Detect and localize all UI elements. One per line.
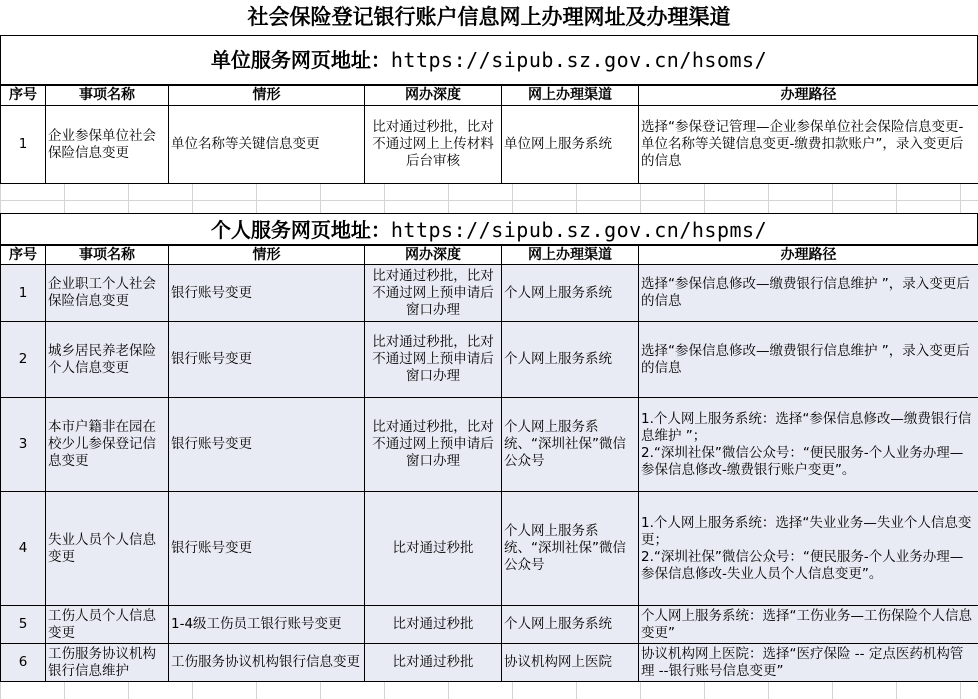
row-no: 5 xyxy=(1,606,46,644)
row-item-name: 企业参保单位社会保险信息变更 xyxy=(46,106,169,184)
row-depth: 比对通过秒批，比对不通过网上上传材料后台审核 xyxy=(365,106,502,184)
header-no: 序号 xyxy=(1,86,46,106)
row-no: 4 xyxy=(1,492,46,606)
row-item-name: 企业职工个人社会保险信息变更 xyxy=(46,265,169,322)
header-channel: 网上办理渠道 xyxy=(502,246,639,265)
row-situation: 银行账号变更 xyxy=(169,398,365,492)
table-row xyxy=(1,606,978,644)
table-row xyxy=(1,106,978,184)
table-row xyxy=(1,322,978,398)
table-row xyxy=(1,644,978,682)
unit-table-header-row xyxy=(1,86,978,106)
row-situation: 银行账号变更 xyxy=(169,492,365,606)
row-channel: 个人网上服务系统 xyxy=(502,606,639,644)
row-no: 2 xyxy=(1,322,46,398)
row-situation: 单位名称等关键信息变更 xyxy=(169,106,365,184)
header-no: 序号 xyxy=(1,246,46,265)
row-depth: 比对通过秒批，比对不通过网上预申请后窗口办理 xyxy=(365,265,502,322)
table-row xyxy=(1,492,978,606)
personal-service-url[interactable]: https://sipub.sz.gov.cn/hspms/ xyxy=(390,218,768,242)
row-situation: 工伤服务协议机构银行信息变更 xyxy=(169,644,365,682)
row-depth: 比对通过秒批，比对不通过网上预申请后窗口办理 xyxy=(365,322,502,398)
row-no: 6 xyxy=(1,644,46,682)
row-situation: 银行账号变更 xyxy=(169,322,365,398)
row-item-name: 工伤人员个人信息变更 xyxy=(46,606,169,644)
row-item-name: 工伤服务协议机构银行信息维护 xyxy=(46,644,169,682)
row-channel: 单位网上服务系统 xyxy=(502,106,639,184)
table-row xyxy=(1,265,978,322)
header-situation: 情形 xyxy=(169,246,365,265)
row-path: 协议机构网上医院：选择“医疗保险 -- 定点医药机构管理 --银行账号信息变更” xyxy=(639,644,978,682)
header-situation: 情形 xyxy=(169,86,365,106)
personal-table-header-row xyxy=(1,246,978,265)
row-depth: 比对通过秒批 xyxy=(365,606,502,644)
row-channel: 个人网上服务系统、“深圳社保”微信公众号 xyxy=(502,398,639,492)
header-depth: 网办深度 xyxy=(365,246,502,265)
row-depth: 比对通过秒批，比对不通过网上预申请后窗口办理 xyxy=(365,398,502,492)
header-path: 办理路径 xyxy=(639,246,978,265)
row-path: 个人网上服务系统：选择“工伤业务—工伤保险个人信息变更” xyxy=(639,606,978,644)
row-no: 1 xyxy=(1,265,46,322)
personal-table xyxy=(0,245,978,682)
header-channel: 网上办理渠道 xyxy=(502,86,639,106)
unit-section-label: 单位服务网页地址： xyxy=(210,48,391,72)
row-path: 1.个人网上服务系统：选择“参保信息修改—缴费银行信息维护 ”； 2.“深圳社保”微信公众号：“便民服务-个人业务办理—参保信息修改-缴费银行账户变更”。 xyxy=(639,398,978,492)
row-item-name: 本市户籍非在园在校少儿参保登记信息变更 xyxy=(46,398,169,492)
unit-service-url[interactable]: https://sipub.sz.gov.cn/hsoms/ xyxy=(390,48,768,72)
row-path: 选择“参保登记管理—企业参保单位社会保险信息变更-单位名称等关键信息变更-缴费扣款账户”，录入变更后的信息 xyxy=(639,106,978,184)
row-item-name: 失业人员个人信息变更 xyxy=(46,492,169,606)
table-row xyxy=(1,398,978,492)
header-item-name: 事项名称 xyxy=(46,246,169,265)
row-depth: 比对通过秒批 xyxy=(365,644,502,682)
row-item-name: 城乡居民养老保险个人信息变更 xyxy=(46,322,169,398)
page-title: 社会保险登记银行账户信息网上办理网址及办理渠道 xyxy=(0,0,978,35)
row-channel: 个人网上服务系统、“深圳社保”微信公众号 xyxy=(502,492,639,606)
row-channel: 协议机构网上医院 xyxy=(502,644,639,682)
row-depth: 比对通过秒批 xyxy=(365,492,502,606)
row-path: 1.个人网上服务系统：选择“失业业务—失业个人信息变更； 2.“深圳社保”微信公众号：“便民服务-个人业务办理—参保信息修改-失业人员个人信息变更”。 xyxy=(639,492,978,606)
personal-section-heading xyxy=(0,213,978,245)
row-channel: 个人网上服务系统 xyxy=(502,322,639,398)
unit-section-heading xyxy=(0,35,978,85)
header-path: 办理路径 xyxy=(639,86,978,106)
unit-table xyxy=(0,85,978,184)
row-situation: 1-4级工伤员工银行账号变更 xyxy=(169,606,365,644)
row-no: 1 xyxy=(1,106,46,184)
header-item-name: 事项名称 xyxy=(46,86,169,106)
row-channel: 个人网上服务系统 xyxy=(502,265,639,322)
row-situation: 银行账号变更 xyxy=(169,265,365,322)
personal-section-label: 个人服务网页地址： xyxy=(210,218,391,242)
row-path: 选择“参保信息修改—缴费银行信息维护 ”，录入变更后的信息 xyxy=(639,322,978,398)
header-depth: 网办深度 xyxy=(365,86,502,106)
row-path: 选择“参保信息修改—缴费银行信息维护 ”，录入变更后的信息 xyxy=(639,265,978,322)
row-no: 3 xyxy=(1,398,46,492)
